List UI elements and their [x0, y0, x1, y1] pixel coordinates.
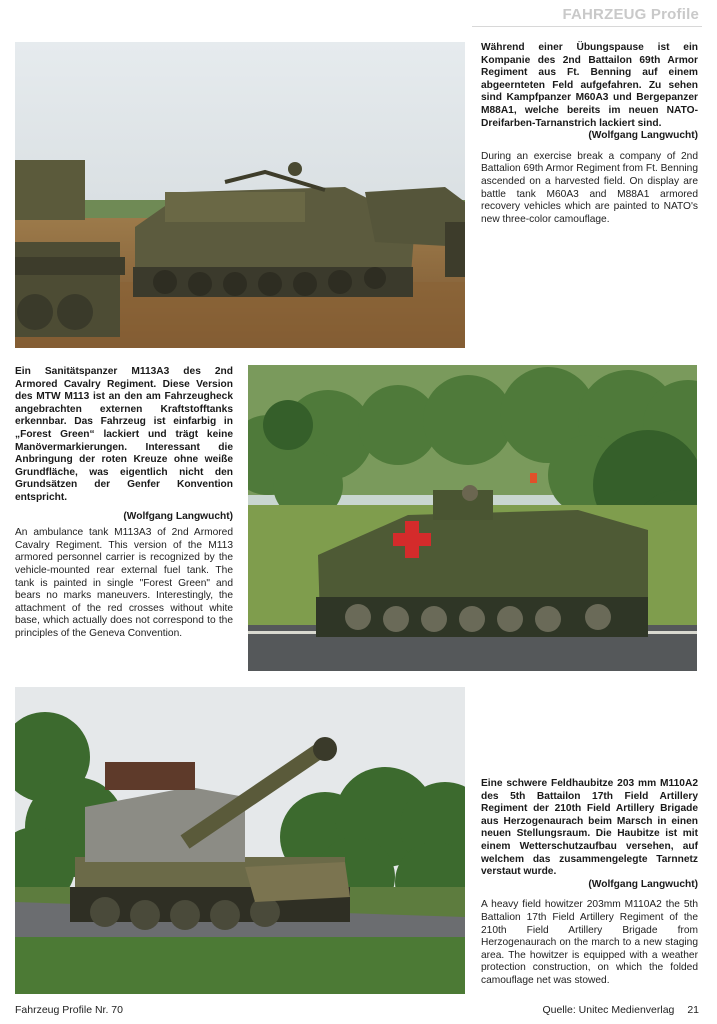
- photo-m110a2-howitzer: [15, 687, 465, 994]
- photo-m88a1-graphic: [15, 42, 465, 348]
- caption-english: An ambulance tank M113A3 of 2nd Armored Cavalry Regiment. This version of the M113 armored personnel carrier is recognized by the vehicle-mounted rear external fuel tank. The tank is painted in single "Forest Green" and bears no marks maneuvers. Interestingly, the attachment of the red crosses without white base, which actually does not correspond to the principles of the Geneva Convention.: [15, 527, 233, 639]
- footer-issue: Fahrzeug Profile Nr. 70: [15, 1004, 123, 1016]
- caption-english: A heavy field howitzer 203mm M110A2 the 5th Battalion 17th Field Artillery Regiment of the 210th Field Artillery Brigade from Herzogenaurach on the march to a new staging area. The howitzer is equipped with a weather protection construction, on which the folded camouflage net was stowed.: [481, 899, 698, 986]
- caption-m88a1: [481, 42, 698, 226]
- caption-german: Eine schwere Feldhaubitze 203 mm M110A2 des 5th Battailon 17th Field Artillery Regiment der 210th Field Artillery Brigade aus Herzogenaurach beim Marsch in einen neuen Stellungsraum. Die Haubitze ist mit einem Wetterschutzaufbau versehen, auf welchem das zusammengelegte Tarnnetz verstaut wurde.: [481, 778, 698, 878]
- footer-source: Quelle: Unitec Medienverlag: [542, 1004, 675, 1016]
- caption-m113a3: [15, 366, 233, 640]
- page-header: [0, 0, 717, 30]
- caption-german: Während einer Übungspause ist ein Kompanie des 2nd Battailon 69th Armor Regiment aus Ft. Benning auf einem abgeernteten Feld aufgefahren. Zu sehen sind Kampfpanzer M60A3 und Bergepanzer M88A1, welche bereits im neuen NATO-Dreifarben-Tarnanstrich lackiert sind.: [481, 42, 698, 129]
- caption-german: Ein Sanitätspanzer M113A3 des 2nd Armored Cavalry Regiment. Diese Version des MTW M113 ist an den am Fahrzeugheck angebrachten externen Kraftstofftanks erkennbar. Das Fahrzeug ist einfarbig in „Forest Green“ lackiert und trägt keine Manövermarkierungen. Interessant die Anbringung der roten Kreuze ohne weiße Grundfläche, was eigentlich nicht den Grundsätzen der Genfer Konvention entspricht.: [15, 366, 233, 503]
- magazine-title: FAHRZEUG Profile: [562, 6, 699, 23]
- photo-credit: (Wolfgang Langwucht): [123, 510, 233, 522]
- photo-m113a3-graphic: [248, 365, 697, 671]
- photo-m110a2-graphic: [15, 687, 465, 994]
- page-number: 21: [687, 1004, 699, 1016]
- photo-credit: (Wolfgang Langwucht): [588, 130, 698, 142]
- caption-english: During an exercise break a company of 2nd Battalion 69th Armor Regiment from Ft. Benning ascended on a harvested field. On display are battle tank M60A3 and M88A1 armored recovery vehicles which are painted to NATO's new three-color camouflage.: [481, 150, 698, 225]
- footer-source-and-page: [532, 1004, 699, 1016]
- photo-m88a1-field: [15, 42, 465, 348]
- caption-m110a2: [481, 778, 698, 988]
- header-rule: [472, 26, 702, 27]
- photo-m113a3-ambulance: [248, 365, 697, 671]
- photo-credit: (Wolfgang Langwucht): [588, 878, 698, 890]
